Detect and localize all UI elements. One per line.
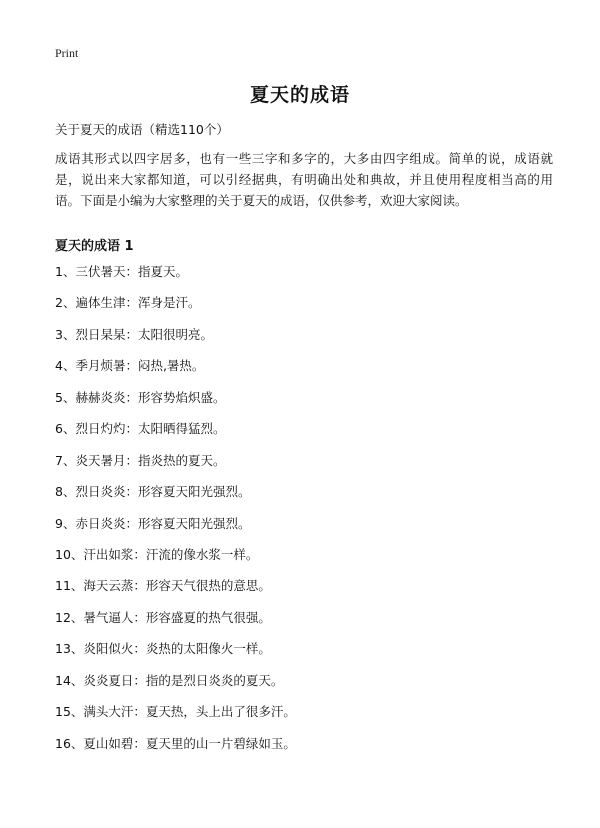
list-item: 13、炎阳似火：炎热的太阳像火一样。 [55, 641, 271, 657]
list-item: 16、夏山如碧：夏天里的山一片碧绿如玉。 [55, 735, 296, 751]
list-item: 2、遍体生津：浑身是汗。 [55, 295, 201, 311]
list-item: 12、暑气逼人：形容盛夏的热气很强。 [55, 609, 271, 625]
intro-paragraph: 成语其形式以四字居多，也有一些三字和多字的，大多由四字组成。简单的说，成语就是，说出来大家都知道，可以引经据典，有明确出处和典故，并且使用程度相当高的用语。下面是小编为大家整理的关于夏天的成语，仅供参考，欢迎大家阅读。 [55, 151, 553, 208]
list-item: 8、烈日炎炎：形容夏天阳光强烈。 [55, 484, 251, 500]
list-item: 10、汗出如浆：汗流的像水浆一样。 [55, 546, 259, 562]
list-item: 11、海天云蒸：形容天气很热的意思。 [55, 578, 271, 594]
list-item: 1、三伏暑天：指夏天。 [55, 264, 188, 279]
list-item: 14、炎炎夏日：指的是烈日炎炎的夏天。 [55, 672, 284, 688]
list-item: 5、赫赫炎炎：形容势焰炽盛。 [55, 389, 226, 405]
list-item: 7、炎天暑月：指炎热的夏天。 [55, 452, 226, 468]
subtitle: 关于夏天的成语（精选110个） [55, 122, 229, 137]
idiom-list [55, 262, 296, 765]
list-item: 4、季月烦暑：闷热,暑热。 [55, 358, 205, 374]
list-item: 3、烈日杲杲：太阳很明亮。 [55, 326, 213, 342]
print-link[interactable]: Print [55, 46, 79, 60]
list-item: 9、赤日炎炎：形容夏天阳光强烈。 [55, 515, 251, 531]
list-item: 15、满头大汗：夏天热，头上出了很多汗。 [55, 704, 296, 720]
list-item: 6、烈日灼灼：太阳晒得猛烈。 [55, 421, 226, 437]
section-heading: 夏天的成语 1 [55, 239, 134, 254]
page-title: 夏天的成语 [249, 84, 350, 106]
